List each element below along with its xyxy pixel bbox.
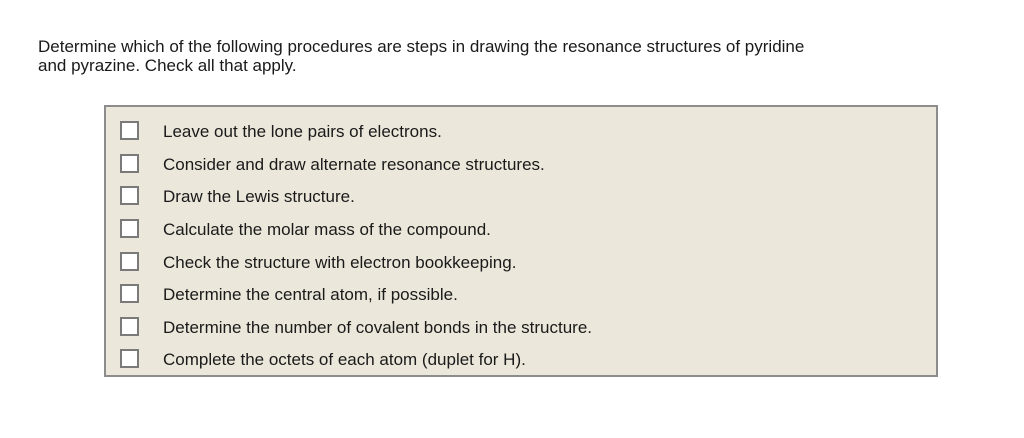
option-label[interactable]: Consider and draw alternate resonance structures. bbox=[163, 155, 545, 174]
option-item[interactable] bbox=[106, 213, 936, 245]
option-checkbox[interactable] bbox=[120, 284, 139, 303]
option-checkbox[interactable] bbox=[120, 219, 139, 238]
option-item[interactable] bbox=[106, 278, 936, 310]
option-item[interactable] bbox=[106, 148, 936, 180]
option-checkbox[interactable] bbox=[120, 317, 139, 336]
option-label[interactable]: Check the structure with electron bookkeeping. bbox=[163, 253, 517, 272]
option-checkbox[interactable] bbox=[120, 349, 139, 368]
option-label[interactable]: Determine the number of covalent bonds in the structure. bbox=[163, 318, 593, 337]
option-checkbox[interactable] bbox=[120, 154, 139, 173]
option-checkbox[interactable] bbox=[120, 121, 139, 140]
option-label[interactable]: Determine the central atom, if possible. bbox=[163, 285, 458, 304]
option-item[interactable] bbox=[106, 311, 936, 343]
option-item[interactable] bbox=[106, 246, 936, 278]
question-line-2: and pyrazine. Check all that apply. bbox=[38, 56, 297, 75]
option-item[interactable] bbox=[106, 343, 936, 375]
question-line-1: Determine which of the following procedures are steps in drawing the resonance structures of pyridine bbox=[38, 37, 805, 56]
option-item[interactable] bbox=[106, 180, 936, 212]
question-text bbox=[38, 37, 968, 75]
option-checkbox[interactable] bbox=[120, 252, 139, 271]
option-label[interactable]: Leave out the lone pairs of electrons. bbox=[163, 122, 442, 141]
option-label[interactable]: Calculate the molar mass of the compound. bbox=[163, 220, 491, 239]
option-checkbox[interactable] bbox=[120, 186, 139, 205]
option-label[interactable]: Complete the octets of each atom (duplet for H). bbox=[163, 350, 526, 369]
options-panel bbox=[104, 105, 938, 377]
option-item[interactable] bbox=[106, 115, 936, 147]
option-label[interactable]: Draw the Lewis structure. bbox=[163, 187, 355, 206]
